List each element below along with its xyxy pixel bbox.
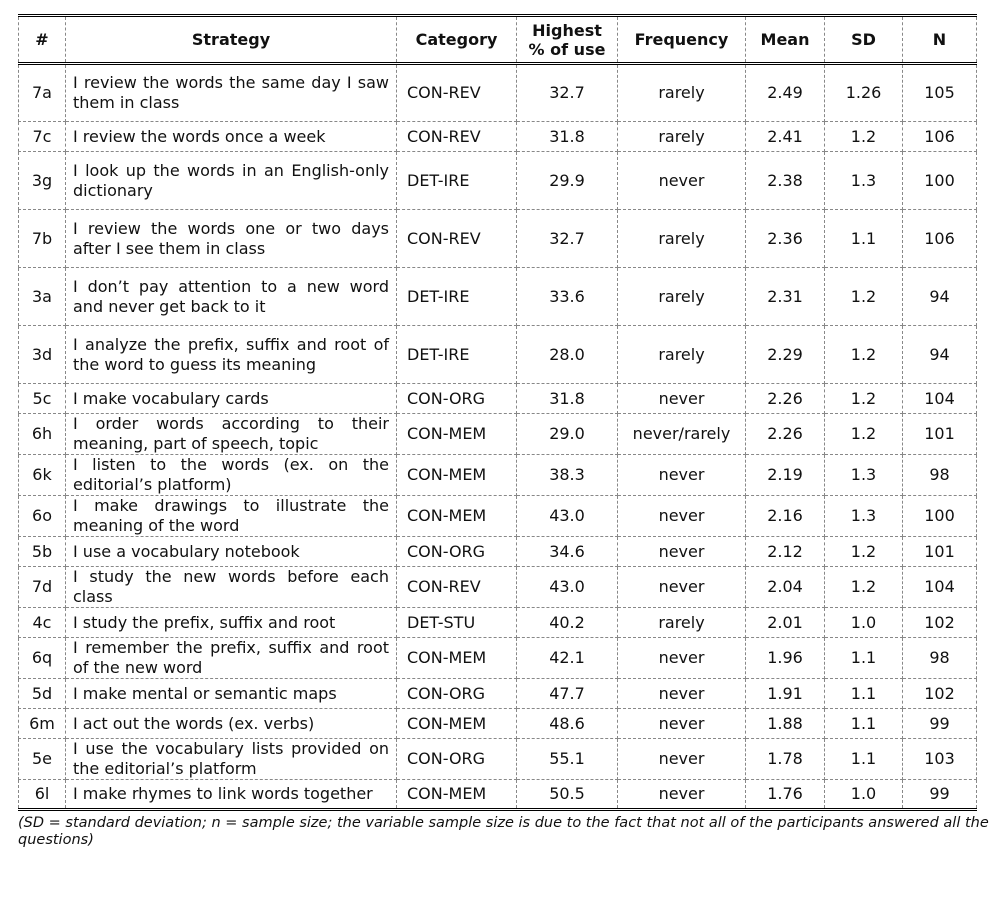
n-cell: 101 [903, 537, 977, 567]
n-cell: 104 [903, 384, 977, 414]
strategy-cell: I analyze the prefix, suffix and root of the word to guess its meaning [66, 326, 397, 384]
sd-cell: 1.2 [825, 384, 903, 414]
table-row [19, 608, 977, 638]
mean-cell: 2.16 [746, 496, 825, 537]
strategy-cell: I listen to the words (ex. on the editorial’s platform) [66, 455, 397, 496]
strategy-cell: I make vocabulary cards [66, 384, 397, 414]
mean-cell: 2.19 [746, 455, 825, 496]
table-row [19, 122, 977, 152]
mean-cell: 1.91 [746, 679, 825, 709]
row-number: 5d [19, 679, 66, 709]
row-number: 4c [19, 608, 66, 638]
table-row [19, 384, 977, 414]
mean-cell: 1.78 [746, 739, 825, 780]
frequency-cell: never [618, 679, 746, 709]
strategy-cell: I use a vocabulary notebook [66, 537, 397, 567]
n-cell: 104 [903, 567, 977, 608]
frequency-cell: rarely [618, 326, 746, 384]
frequency-cell: rarely [618, 608, 746, 638]
row-number: 6m [19, 709, 66, 739]
row-number: 5c [19, 384, 66, 414]
highest-cell: 43.0 [517, 567, 618, 608]
highest-cell: 29.0 [517, 414, 618, 455]
n-cell: 100 [903, 152, 977, 210]
highest-cell: 40.2 [517, 608, 618, 638]
table-row [19, 537, 977, 567]
n-cell: 103 [903, 739, 977, 780]
strategy-cell: I act out the words (ex. verbs) [66, 709, 397, 739]
frequency-cell: rarely [618, 268, 746, 326]
sd-cell: 1.1 [825, 709, 903, 739]
mean-cell: 1.96 [746, 638, 825, 679]
category-cell: CON-REV [397, 122, 517, 152]
highest-cell: 33.6 [517, 268, 618, 326]
sd-cell: 1.1 [825, 638, 903, 679]
n-cell: 94 [903, 268, 977, 326]
table-row [19, 268, 977, 326]
col-header-number: # [19, 16, 66, 64]
highest-cell: 32.7 [517, 210, 618, 268]
sd-cell: 1.2 [825, 268, 903, 326]
strategy-cell: I look up the words in an English-only dictionary [66, 152, 397, 210]
sd-cell: 1.2 [825, 122, 903, 152]
sd-cell: 1.3 [825, 455, 903, 496]
highest-cell: 34.6 [517, 537, 618, 567]
n-cell: 100 [903, 496, 977, 537]
category-cell: DET-IRE [397, 268, 517, 326]
table-row [19, 679, 977, 709]
sd-cell: 1.26 [825, 64, 903, 122]
strategy-cell: I study the prefix, suffix and root [66, 608, 397, 638]
table-row [19, 326, 977, 384]
highest-cell: 42.1 [517, 638, 618, 679]
col-header-highest: Highest % of use [517, 16, 618, 64]
category-cell: CON-MEM [397, 496, 517, 537]
strategy-cell: I make mental or semantic maps [66, 679, 397, 709]
mean-cell: 2.26 [746, 414, 825, 455]
frequency-cell: never [618, 152, 746, 210]
category-cell: DET-STU [397, 608, 517, 638]
table-container [18, 14, 989, 849]
strategy-cell: I make rhymes to link words together [66, 780, 397, 810]
strategy-cell: I study the new words before each class [66, 567, 397, 608]
row-number: 3g [19, 152, 66, 210]
mean-cell: 2.49 [746, 64, 825, 122]
mean-cell: 2.12 [746, 537, 825, 567]
table-row [19, 64, 977, 122]
strategies-table [18, 14, 977, 811]
sd-cell: 1.3 [825, 496, 903, 537]
highest-cell: 31.8 [517, 122, 618, 152]
strategy-cell: I review the words one or two days after I see them in class [66, 210, 397, 268]
frequency-cell: never [618, 567, 746, 608]
row-number: 7b [19, 210, 66, 268]
frequency-cell: never [618, 537, 746, 567]
category-cell: CON-ORG [397, 537, 517, 567]
row-number: 6l [19, 780, 66, 810]
strategy-cell: I make drawings to illustrate the meaning of the word [66, 496, 397, 537]
table-row [19, 709, 977, 739]
mean-cell: 2.36 [746, 210, 825, 268]
mean-cell: 2.04 [746, 567, 825, 608]
category-cell: DET-IRE [397, 326, 517, 384]
highest-cell: 48.6 [517, 709, 618, 739]
sd-cell: 1.1 [825, 210, 903, 268]
row-number: 7d [19, 567, 66, 608]
row-number: 6k [19, 455, 66, 496]
strategy-cell: I review the words the same day I saw them in class [66, 64, 397, 122]
frequency-cell: never [618, 496, 746, 537]
highest-cell: 55.1 [517, 739, 618, 780]
frequency-cell: never [618, 384, 746, 414]
col-header-category: Category [397, 16, 517, 64]
frequency-cell: never [618, 780, 746, 810]
category-cell: CON-ORG [397, 679, 517, 709]
mean-cell: 2.41 [746, 122, 825, 152]
mean-cell: 2.31 [746, 268, 825, 326]
row-number: 6o [19, 496, 66, 537]
table-row [19, 567, 977, 608]
frequency-cell: never/rarely [618, 414, 746, 455]
table-row [19, 414, 977, 455]
n-cell: 99 [903, 780, 977, 810]
header-row [19, 16, 977, 64]
category-cell: CON-ORG [397, 739, 517, 780]
row-number: 5b [19, 537, 66, 567]
table-row [19, 152, 977, 210]
row-number: 6q [19, 638, 66, 679]
row-number: 3d [19, 326, 66, 384]
sd-cell: 1.2 [825, 414, 903, 455]
n-cell: 98 [903, 455, 977, 496]
table-row [19, 780, 977, 810]
strategy-cell: I remember the prefix, suffix and root of the new word [66, 638, 397, 679]
strategy-cell: I review the words once a week [66, 122, 397, 152]
table-row [19, 496, 977, 537]
category-cell: CON-MEM [397, 455, 517, 496]
sd-cell: 1.0 [825, 780, 903, 810]
highest-cell: 32.7 [517, 64, 618, 122]
highest-cell: 28.0 [517, 326, 618, 384]
n-cell: 106 [903, 210, 977, 268]
category-cell: CON-MEM [397, 709, 517, 739]
table-row [19, 210, 977, 268]
n-cell: 98 [903, 638, 977, 679]
n-cell: 105 [903, 64, 977, 122]
frequency-cell: never [618, 455, 746, 496]
col-header-frequency: Frequency [618, 16, 746, 64]
sd-cell: 1.2 [825, 537, 903, 567]
sd-cell: 1.1 [825, 679, 903, 709]
row-number: 7a [19, 64, 66, 122]
sd-cell: 1.2 [825, 567, 903, 608]
col-header-sd: SD [825, 16, 903, 64]
n-cell: 102 [903, 608, 977, 638]
highest-cell: 29.9 [517, 152, 618, 210]
mean-cell: 1.76 [746, 780, 825, 810]
category-cell: CON-ORG [397, 384, 517, 414]
table-footnote: (SD = standard deviation; n = sample size; the variable sample size is due to the fact that not all of the participants answered all the questions) [18, 815, 989, 848]
highest-cell: 47.7 [517, 679, 618, 709]
mean-cell: 2.29 [746, 326, 825, 384]
frequency-cell: never [618, 739, 746, 780]
strategy-cell: I order words according to their meaning, part of speech, topic [66, 414, 397, 455]
row-number: 3a [19, 268, 66, 326]
table-row [19, 739, 977, 780]
frequency-cell: rarely [618, 210, 746, 268]
col-header-mean: Mean [746, 16, 825, 64]
col-header-n: N [903, 16, 977, 64]
n-cell: 106 [903, 122, 977, 152]
n-cell: 102 [903, 679, 977, 709]
n-cell: 99 [903, 709, 977, 739]
table-row [19, 638, 977, 679]
category-cell: CON-MEM [397, 638, 517, 679]
category-cell: CON-MEM [397, 780, 517, 810]
sd-cell: 1.1 [825, 739, 903, 780]
table-row [19, 455, 977, 496]
sd-cell: 1.2 [825, 326, 903, 384]
frequency-cell: rarely [618, 64, 746, 122]
mean-cell: 1.88 [746, 709, 825, 739]
row-number: 7c [19, 122, 66, 152]
row-number: 5e [19, 739, 66, 780]
n-cell: 94 [903, 326, 977, 384]
sd-cell: 1.0 [825, 608, 903, 638]
category-cell: DET-IRE [397, 152, 517, 210]
row-number: 6h [19, 414, 66, 455]
category-cell: CON-REV [397, 64, 517, 122]
highest-cell: 31.8 [517, 384, 618, 414]
sd-cell: 1.3 [825, 152, 903, 210]
mean-cell: 2.01 [746, 608, 825, 638]
category-cell: CON-MEM [397, 414, 517, 455]
strategy-cell: I don’t pay attention to a new word and never get back to it [66, 268, 397, 326]
highest-cell: 38.3 [517, 455, 618, 496]
category-cell: CON-REV [397, 210, 517, 268]
frequency-cell: never [618, 709, 746, 739]
strategy-cell: I use the vocabulary lists provided on the editorial’s platform [66, 739, 397, 780]
n-cell: 101 [903, 414, 977, 455]
frequency-cell: never [618, 638, 746, 679]
category-cell: CON-REV [397, 567, 517, 608]
mean-cell: 2.26 [746, 384, 825, 414]
highest-cell: 50.5 [517, 780, 618, 810]
col-header-strategy: Strategy [66, 16, 397, 64]
highest-cell: 43.0 [517, 496, 618, 537]
mean-cell: 2.38 [746, 152, 825, 210]
frequency-cell: rarely [618, 122, 746, 152]
